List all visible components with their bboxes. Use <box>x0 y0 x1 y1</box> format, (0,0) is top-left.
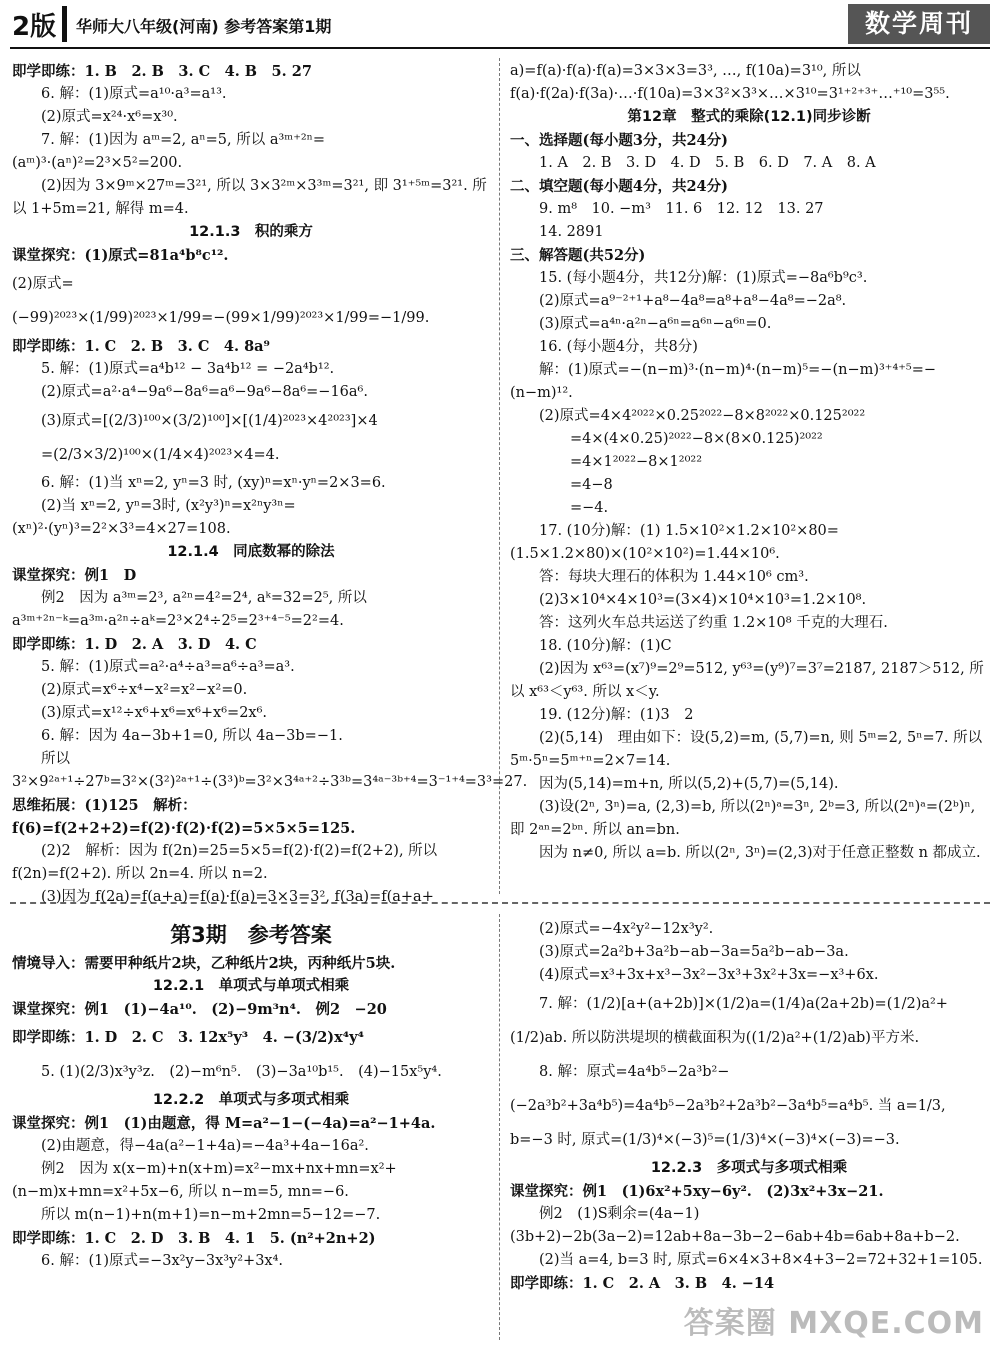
text-line: 6. 解：(1)原式=a¹⁰·a³=a¹³. <box>41 86 227 102</box>
text-line: (3)原式=[(2/3)¹⁰⁰×(3/2)¹⁰⁰]×[(1/4)²⁰²³×4²⁰²³]×4 <box>41 413 378 429</box>
header-rule <box>10 47 990 49</box>
text-line: 即学即练：1. B 2. B 3. C 4. B 5. 27 <box>12 63 312 80</box>
text-line: 课堂探究：例1 (1)6x²+5xy−6y². (2)3x²+3x−21. <box>510 1183 884 1200</box>
text-line: 17. (10分)解：(1) 1.5×10²×1.2×10²×80=(1.5×1.2×80)×(10²×10²)=1.44×10⁶. <box>510 523 839 562</box>
text-line: 二、填空题(每小题4分，共24分) <box>510 178 728 195</box>
text-line: 思维拓展：(1)125 解析：f(6)=f(2+2+2)=f(2)·f(2)·f(2)=5×5×5=125. <box>12 797 356 837</box>
text-line: 答：这列火车总共运送了约重 1.2×10⁸ 千克的大理石. <box>539 615 888 631</box>
header-bar <box>62 6 67 42</box>
text-line: =4×(4×0.25)²⁰²²−8×(8×0.125)²⁰²² <box>570 431 823 447</box>
text-line: 即学即练：1. C 2. B 3. C 4. 8a⁹ <box>12 338 270 355</box>
section-heading: 12.1.4 同底数幂的除法 <box>167 544 335 560</box>
text-line: =(2/3×3/2)¹⁰⁰×(1/4×4)²⁰²³×4=4. <box>41 447 280 463</box>
text-line: 情境导入：需要甲种纸片2块，乙种纸片2块，丙种纸片5块. <box>12 955 396 972</box>
text-line: (2)原式=a⁹⁻²⁺¹+a⁸−4a⁸=a⁸+a⁸−4a⁸=−2a⁸. <box>539 293 847 309</box>
text-line: (2)由题意，得−4a(a²−1+4a)=−4a³+4a−16a². <box>41 1138 369 1154</box>
text-line: (2)原式=x⁶÷x⁴−x²=x²−x²=0. <box>41 682 248 698</box>
text-line: 课堂探究：(1)原式=81a⁴b⁸c¹². <box>12 247 229 264</box>
text-line: (2)原式=a²·a⁴−9a⁶−8a⁶=a⁶−9a⁶−8a⁶=−16a⁶. <box>41 384 368 400</box>
text-line: 例2 因为 x(x−m)+n(x+m)=x²−mx+nx+mn=x²+(n−m)x+mn=x²+5x−6, 所以 n−m=5, mn=−6. <box>12 1161 397 1200</box>
text-line: 即学即练：1. D 2. A 3. D 4. C <box>12 636 257 653</box>
text-line: 即学即练：1. D 2. C 3. 12x⁵y³ 4. −(3/2)x⁴y⁴ <box>12 1029 364 1046</box>
text-line: =4×1²⁰²²−8×1²⁰²² <box>570 454 703 470</box>
text-line: (2)因为 3×9ᵐ×27ᵐ=3²¹, 所以 3×3²ᵐ×3³ᵐ=3²¹, 即 3¹⁺⁵ᵐ=3²¹. 所以 1+5m=21, 解得 m=4. <box>12 178 487 217</box>
text-line: (3)原式=x¹²÷x⁶+x⁶=x⁶+x⁶=2x⁶. <box>41 705 268 721</box>
page-header <box>0 0 1000 48</box>
section-heading: 12.2.2 单项式与多项式相乘 <box>152 1092 350 1108</box>
text-line: (2)原式=x²⁴·x⁶=x³⁰. <box>41 109 178 125</box>
edition-label: 2版 <box>12 12 57 42</box>
issue-title: 第3期 参考答案 <box>170 923 332 947</box>
text-line: 一、选择题(每小题3分，共24分) <box>510 132 728 149</box>
text-line: (2)2 解析：因为 f(2n)=25=5×5=f(2)·f(2)=f(2+2), 所以 f(2n)=f(2+2). 所以 2n=4. 所以 n=2. <box>12 843 438 882</box>
text-line: 15. (每小题4分，共12分)解：(1)原式=−8a⁶b⁹c³. <box>539 270 868 286</box>
section-heading: 12.1.3 积的乘方 <box>189 224 313 240</box>
section-heading: 12.2.1 单项式与单项式相乘 <box>152 978 350 994</box>
section-heading: 第12章 整式的乘除(12.1)同步诊断 <box>627 109 871 125</box>
text-line: (2)原式=4×4²⁰²²×0.25²⁰²²−8×8²⁰²²×0.125²⁰²² <box>539 408 866 424</box>
text-line: 5. 解：(1)原式=a²·a⁴÷a³=a⁶÷a³=a³. <box>41 659 295 675</box>
header-title: 华师大八年级(河南) 参考答案第1期 <box>76 17 332 36</box>
text-line: 因为(5,14)=m+n, 所以(5,2)+(5,7)=(5,14). <box>539 776 839 792</box>
text-line: (2)原式=−4x²y²−12x³y². <box>539 921 714 937</box>
text-line: 因为 n≠0, 所以 a=b. 所以(2ⁿ, 3ⁿ)=(2,3)对于任意正整数 n 都成立. <box>539 845 981 861</box>
text-line: (2)(5,14) 理由如下：设(5,2)=m, (5,7)=n, 则 5ᵐ=2, 5ⁿ=7. 所以 5ᵐ·5ⁿ=5ᵐ⁺ⁿ=2×7=14. <box>510 730 983 769</box>
section-heading: 12.2.3 多项式与多项式相乘 <box>650 1160 848 1176</box>
text-line: 7. 解：(1)因为 aᵐ=2, aⁿ=5, 所以 a³ᵐ⁺²ⁿ=(aᵐ)³·(aⁿ)²=2³×5²=200. <box>12 132 326 171</box>
text-line: 所以 3²×9²ᵃ⁺¹÷27ᵇ=3²×(3²)²ᵃ⁺¹÷(3³)ᵇ=3²×3⁴ᵃ⁺²÷3³ᵇ=3⁴ᵃ⁻³ᵇ⁺⁴=3⁻¹⁺⁴=3³=27. <box>12 751 528 790</box>
text-line: 即学即练：1. C 2. A 3. B 4. −14 <box>510 1275 775 1292</box>
text-line: 所以 m(n−1)+n(m+1)=n−m+2mn=5−12=−7. <box>41 1207 381 1223</box>
brand-banner: 数学周刊 <box>848 4 990 44</box>
column-divider-bottom <box>499 914 500 1340</box>
text-line: 9. m⁸ 10. −m³ 11. 6 12. 12 13. 27 <box>539 201 824 217</box>
text-line: =4−8 <box>570 477 613 493</box>
text-line: 课堂探究：例1 D <box>12 567 137 584</box>
text-line: 5. 解：(1)原式=a⁴b¹² − 3a⁴b¹² = −2a⁴b¹². <box>41 361 335 377</box>
text-line: 课堂探究：例1 (1)由题意，得 M=a²−1−(−4a)=a²−1+4a. <box>12 1115 436 1132</box>
text-line: (2)因为 x⁶³=(x⁷)⁹=2⁹=512, y⁶³=(y⁹)⁷=3⁷=2187, 2187＞512, 所以 x⁶³＜y⁶³. 所以 x＜y. <box>510 661 984 700</box>
text-line: a)=f(a)·f(a)·f(a)=3×3×3=3³, …, f(10a)=3¹⁰, 所以 f(a)·f(2a)·f(3a)·…·f(10a)=3×3²×3³×…×3¹⁰=3¹⁺²⁺³⁺…⁺¹⁰=3⁵⁵. <box>510 63 950 102</box>
text-line: (3)因为 f(2a)=f(a+a)=f(a)·f(a)=3×3=3², f(3a)=f(a+a+ <box>41 889 434 905</box>
text-line: 7. 解：(1/2)[a+(a+2b)]×(1/2)a=(1/4)a(2a+2b)=(1/2)a²+(1/2)ab. 所以防洪堤坝的横截面积为((1/2)a²+(1/2)ab)平方米. <box>510 996 948 1046</box>
column-upper-right <box>510 60 988 890</box>
text-line: 例2 因为 a³ᵐ=2³, a²ⁿ=4²=2⁴, aᵏ=32=2⁵, 所以 a³ᵐ⁺²ⁿ⁻ᵏ=a³ᵐ·a²ⁿ÷aᵏ=2³×2⁴÷2⁵=2³⁺⁴⁻⁵=2²=4. <box>12 590 367 629</box>
text-line: (4)原式=x³+3x+x³−3x²−3x³+3x²+3x=−x³+6x. <box>539 967 879 983</box>
text-line: 6. 解：(1)当 xⁿ=2, yⁿ=3 时, (xy)ⁿ=xⁿ·yⁿ=2×3=6. <box>41 475 386 491</box>
text-line: (2)3×10⁴×4×10³=(3×4)×10⁴×10³=1.2×10⁸. <box>539 592 867 608</box>
text-line: 课堂探究：例1 (1)−4a¹⁰. (2)−9m³n⁴. 例2 −20 <box>12 1001 387 1018</box>
text-line: 解：(1)原式=−(n−m)³·(n−m)⁴·(n−m)⁵=−(n−m)³⁺⁴⁺⁵=−(n−m)¹². <box>510 362 937 401</box>
text-line: 6. 解：因为 4a−3b+1=0, 所以 4a−3b=−1. <box>41 728 343 744</box>
text-line: 三、解答题(共52分) <box>510 247 646 264</box>
text-line: 16. (每小题4分，共8分) <box>539 339 698 355</box>
column-upper-left <box>12 60 528 905</box>
text-line: 19. (12分)解：(1)3 2 <box>539 707 694 723</box>
text-line: 即学即练：1. C 2. D 3. B 4. 1 5. (n²+2n+2) <box>12 1230 376 1247</box>
text-line: (2)原式=(−99)²⁰²³×(1/99)²⁰²³×1/99=−(99×1/99)²⁰²³×1/99=−1/99. <box>12 276 430 326</box>
text-line: (2)当 a=4, b=3 时, 原式=6×4×3+8×4+3−2=72+32+1=105. <box>539 1252 983 1268</box>
text-line: 5. (1)(2/3)x³y³z. (2)−m⁶n⁵. (3)−3a¹⁰b¹⁵. (4)−15x⁵y⁴. <box>41 1064 442 1080</box>
text-line: 6. 解：(1)原式=−3x²y−3x³y²+3x⁴. <box>41 1253 284 1269</box>
text-line: (2)当 xⁿ=2, yⁿ=3时, (x²y³)ⁿ=x²ⁿy³ⁿ=(xⁿ)²·(yⁿ)³=2²×3³=4×27=108. <box>12 498 296 537</box>
text-line: 14. 2891 <box>539 224 604 240</box>
column-divider-top <box>499 58 500 894</box>
text-line: (3)设(2ⁿ, 3ⁿ)=a, (2,3)=b, 所以(2ⁿ)ᵃ=3ⁿ, 2ᵇ=3, 所以(2ⁿ)ᵃ=(2ᵇ)ⁿ, 即 2ᵃⁿ=2ᵇⁿ. 所以 an=bn. <box>510 799 976 838</box>
text-line: 8. 解：原式=4a⁴b⁵−2a³b²−(−2a³b²+3a⁴b⁵)=4a⁴b⁵−2a³b²+2a³b²−3a⁴b⁵=a⁴b⁵. 当 a=1/3, b=−3 时, 原式=(1/3)⁴×(−3)⁵=(1/3)⁴×(−3)⁴×(−3)=−3. <box>510 1064 946 1148</box>
text-line: 答：每块大理石的体积为 1.44×10⁶ cm³. <box>539 569 809 585</box>
text-line: =−4. <box>570 500 609 516</box>
column-lower-left <box>12 918 490 1338</box>
text-line: 1. A 2. B 3. D 4. D 5. B 6. D 7. A 8. A <box>539 155 876 171</box>
text-line: 18. (10分)解：(1)C <box>539 638 672 654</box>
text-line: (3)原式=2a²b+3a²b−ab−3a=5a²b−ab−3a. <box>539 944 849 960</box>
column-lower-right <box>510 918 988 1338</box>
text-line: (3)原式=a⁴ⁿ·a²ⁿ−a⁶ⁿ=a⁶ⁿ−a⁶ⁿ=0. <box>539 316 772 332</box>
text-line: 例2 (1)S剩余=(4a−1)(3b+2)−2b(3a−2)=12ab+8a−3b−2−6ab+4b=6ab+8a+b−2. <box>510 1206 960 1245</box>
watermark-text: 答案圈 MXQE.COM <box>683 1306 984 1341</box>
